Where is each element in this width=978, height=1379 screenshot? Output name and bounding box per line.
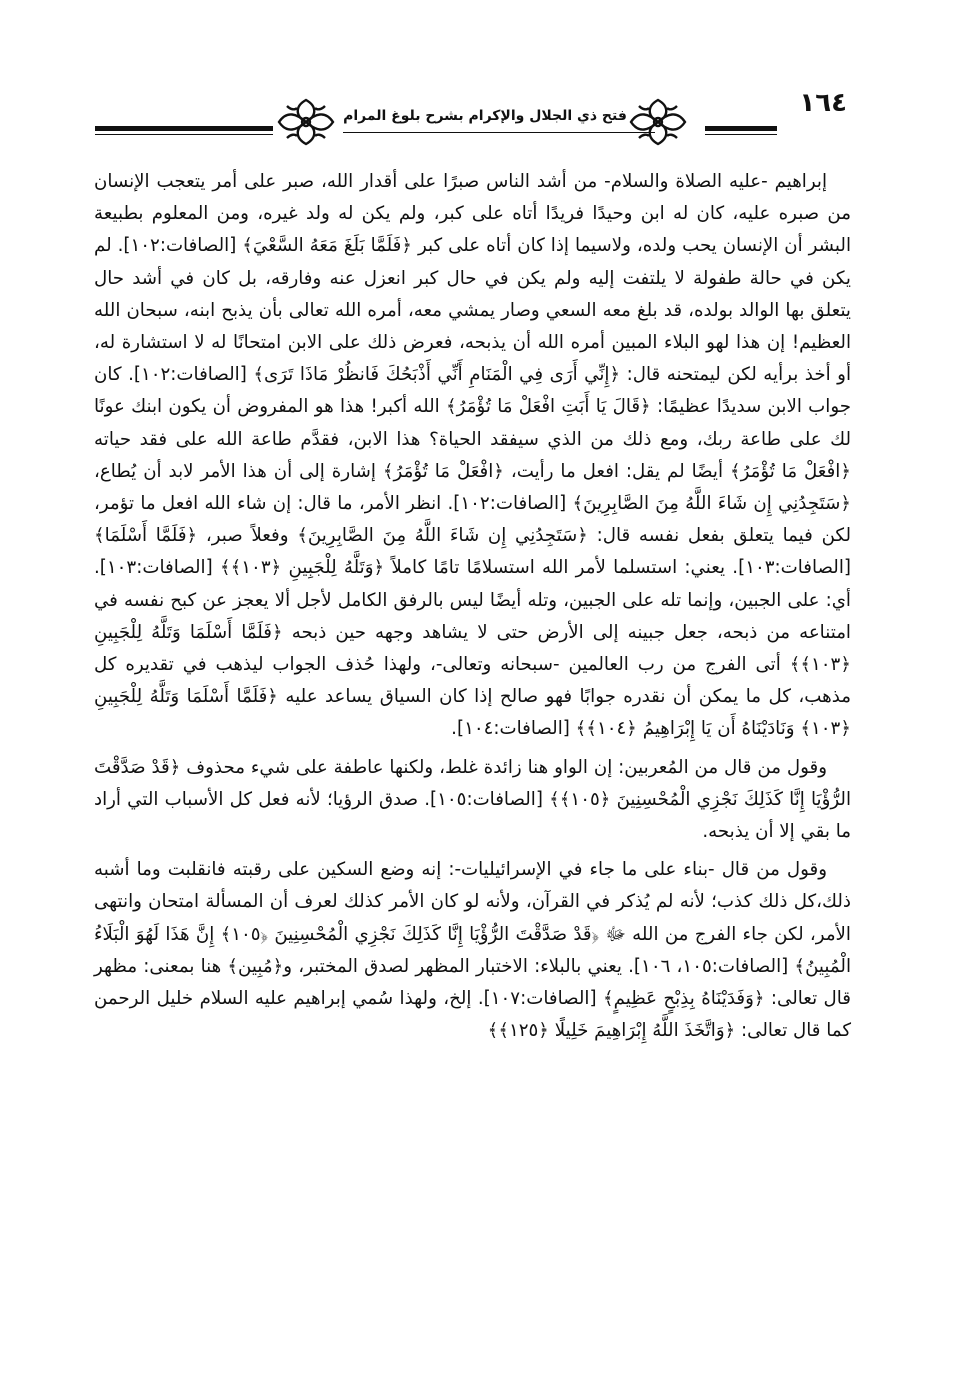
page-number: ١٦٤	[799, 88, 847, 118]
header-rule-left	[95, 126, 273, 131]
header-rule-right	[705, 126, 777, 131]
header-rule-left-thin	[95, 134, 273, 135]
page-body	[94, 166, 851, 1047]
paragraph: وقول من قال من المُعربين: إن الواو هنا زائدة غلط، ولكنها عاطفة على شيء محذوف ﴿قَدْ صَدَّقْتَ الرُّؤْيَا إِنَّا كَذَلِكَ نَجْزِي الْمُحْسِنِينَ ﴿١٠٥﴾﴾ [الصافات:١٠٥]. صدق الرؤيا؛ لأنه فعل كل الأسباب التي أراد ما بقي إلا أن يذبحه.	[94, 756, 851, 843]
book-title: فتح ذي الجلال والإكرام بشرح بلوغ المرام	[343, 108, 627, 124]
header-rule-right-thin	[705, 134, 777, 135]
header-rule-under-title	[343, 132, 655, 133]
arabesque-ornament-icon	[273, 96, 339, 148]
page-header	[95, 88, 847, 148]
paragraph: إبراهيم -عليه الصلاة والسلام- من أشد الناس صبرًا على أقدار الله، صبر على أمر يتعجب الإنسان من صبره عليه، كان له ابن وحيدًا فريدًا أتاه على كبر، ولم يكن له ولد غيره، ومن المعلوم بطبيعة البشر أن الإنسان يحب ولده، ولاسيما إذا كان أتاه على كبر ﴿فَلَمَّا بَلَغَ مَعَهُ السَّعْيَ﴾ [الصافات:١٠٢]. لم يكن في حالة طفولة لا يلتفت إليه ولم يكن في حال كبر انعزل عنه وفارقه، بل كان في أشد حال يتعلق بها الوالد بولده، قد بلغ معه السعي وصار يمشي معه، أمره الله تعالى بأن يذبح ابنه، سبحان الله العظيم! إن هذا لهو البلاء المبين أمره الله أن يذبحه، فعرض ذلك على الابن امتحانًا له لا استشارة له، أو أخذ برأيه لكن ليمتحنه قال: ﴿إِنِّي أَرَى فِي الْمَنَامِ أَنِّي أَذْبَحُكَ فَانظُرْ مَاذَا تَرَى﴾ [الصافات:١٠٢]. كان جواب الابن سديدًا عظيمًا: ﴿قَالَ يَا أَبَتِ افْعَلْ مَا تُؤْمَرُ﴾ الله أكبر! هذا هو المفروض أن يكون ابنك عونًا لك على طاعة ربك، ومع ذلك من الذي سيفقد الحياة؟ هذا الابن، فقدَّم طاعة الله على فقد حياته ﴿افْعَلْ مَا تُؤْمَرُ﴾ أيضًا لم يقل: افعل ما رأيت، ﴿افْعَلْ مَا تُؤْمَرُ﴾ إشارة إلى أن هذا الأمر لابد أن يُطاع، ﴿سَتَجِدُنِي إِن شَاءَ اللَّهُ مِنَ الصَّابِرِينَ﴾ [الصافات:١٠٢]. انظر الأمر، ما قال: إن شاء الله افعل ما تؤمر، لكن فيما يتعلق بفعل نفسه قال: ﴿سَتَجِدُنِي إِن شَاءَ اللَّهُ مِنَ الصَّابِرِينَ﴾ وفعلاً صبر، ﴿فَلَمَّا أَسْلَمَا﴾ [الصافات:١٠٣]. يعني: استسلما لأمر الله استسلامًا تامًا كاملاً ﴿وَتَلَّهُ لِلْجَبِينِ ﴿١٠٣﴾﴾ [الصافات:١٠٣]. أي: على الجبين، وإنما تله على الجبين، وتله أيضًا ليس بالرفق الكامل لأجل ألا يعجز عن كبح نفسه في امتناعه من ذبحه، جعل جبينه إلى الأرض حتى لا يشاهد وجهه حين ذبحه ﴿فَلَمَّا أَسْلَمَا وَتَلَّهُ لِلْجَبِينِ ﴿١٠٣﴾﴾ أتى الفرج من رب العالمين -سبحانه وتعالى-، ولهذا حُذف الجواب ليذهب في تقديره كل مذهب، كل ما يمكن أن نقدره جوابًا فهو صالح إذا كان السياق يساعد عليه ﴿فَلَمَّا أَسْلَمَا وَتَلَّهُ لِلْجَبِينِ ﴿١٠٣﴾ وَنَادَيْنَاهُ أَن يَا إِبْرَاهِيمُ ﴿١٠٤﴾﴾ [الصافات:١٠٤].	[94, 171, 852, 740]
paragraph: وقول من قال -بناء على ما جاء في الإسرائيليات-: إنه وضع السكين على رقبته فانقلبت وما أشبه ذلك،كل ذلك كذب؛ لأنه لم يُذكر في القرآن، ولأنه لو كان الأمر كذلك لعرف أن المسألة امتحان وانتهى الأمر، لكن جاء الفرج من الله ﷻ ﴿قَدْ صَدَّقْتَ الرُّؤْيَا إِنَّا كَذَلِكَ نَجْزِي الْمُحْسِنِينَ ﴿١٠٥﴾ إِنَّ هَذَا لَهُوَ الْبَلَاءُ الْمُبِينُ﴾ [الصافات:١٠٥، ١٠٦]. يعني بالبلاء: الاختبار المظهر لصدق المختبر، و﴿مُبِين﴾ هنا بمعنى: مظهر قال تعالى: ﴿وَفَدَيْنَاهُ بِذِبْحٍ عَظِيمٍ﴾ [الصافات:١٠٧]. إلخ، ولهذا سُمي إبراهيم عليه السلام خليل الرحمن كما قال تعالى: ﴿وَاتَّخَذَ اللَّهُ إِبْرَاهِيمَ خَلِيلًا ﴿١٢٥﴾﴾	[94, 859, 852, 1042]
arabesque-ornament-icon	[625, 96, 691, 148]
